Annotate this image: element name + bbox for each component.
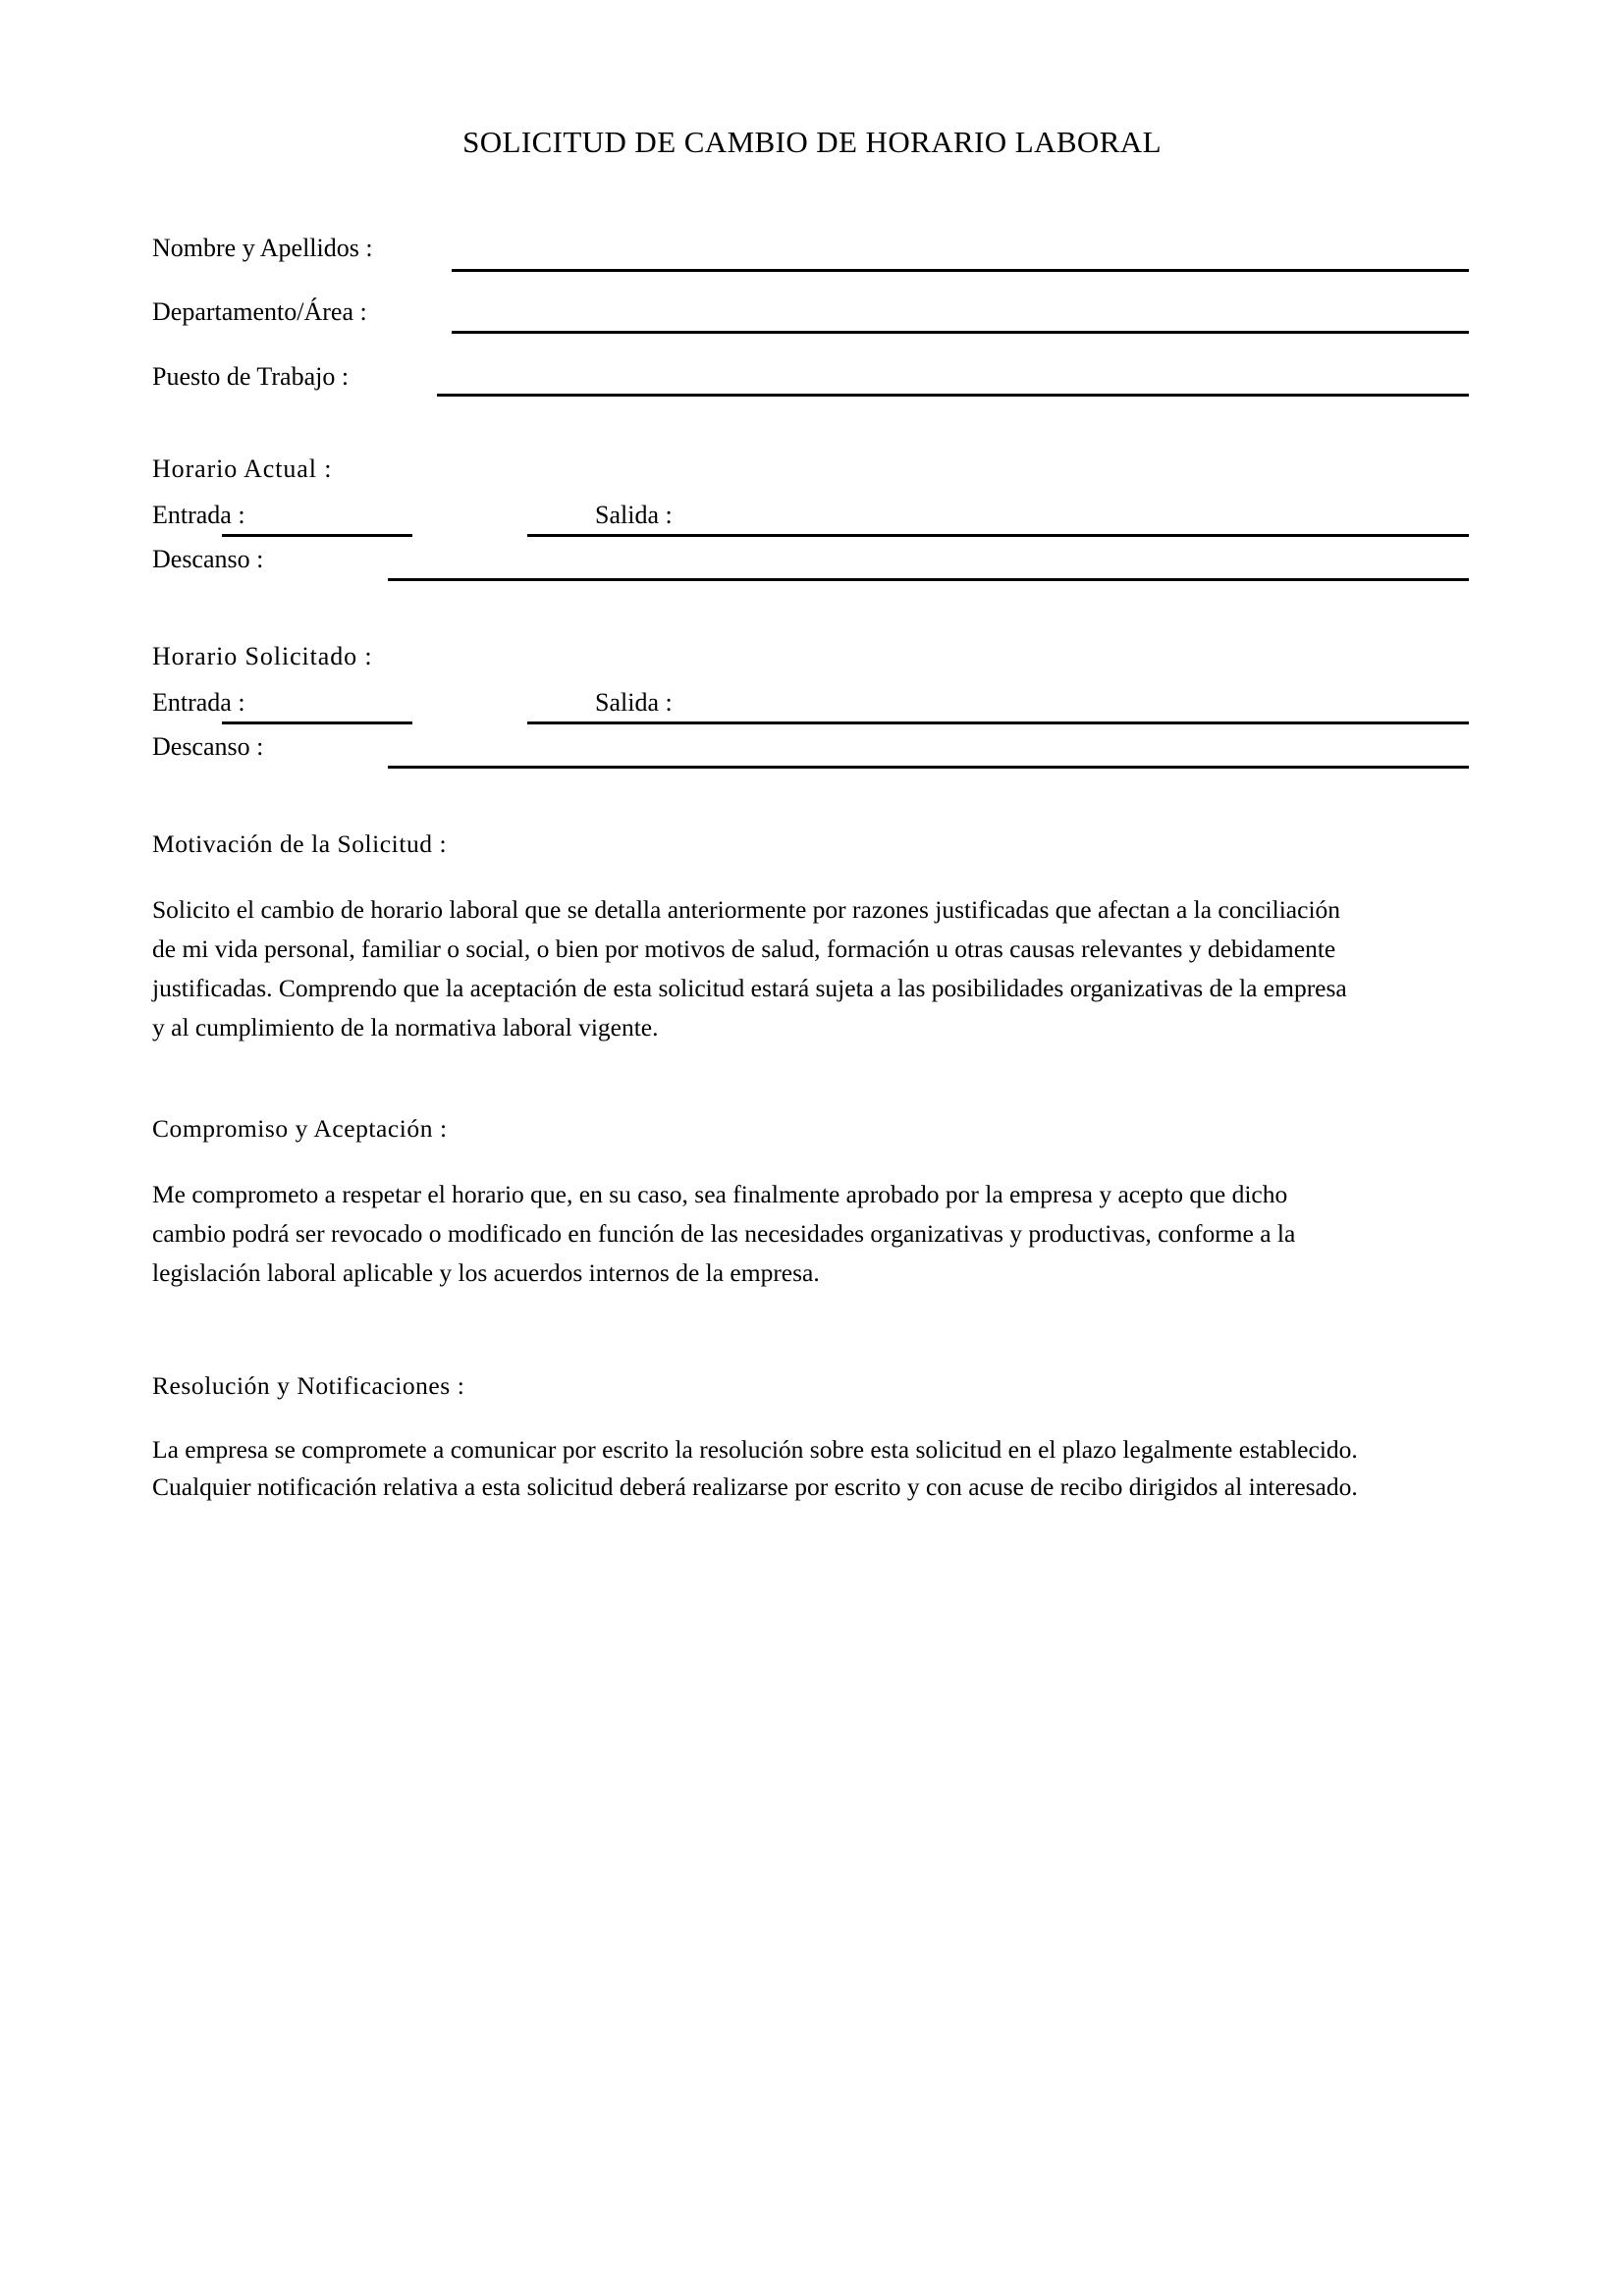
heading-resolucion: Resolución y Notificaciones : (152, 1371, 465, 1400)
label-solicitado-descanso: Descanso : (152, 732, 264, 761)
motivacion-line: Solicito el cambio de horario laboral que se detalla anteriormente por razones justificadas que afectan a la conciliación (152, 895, 1341, 924)
label-puesto-de-trabajo: Puesto de Trabajo : (152, 362, 350, 391)
heading-horario-solicitado: Horario Solicitado : (152, 642, 373, 670)
field-puesto-de-trabajo[interactable] (437, 394, 1469, 397)
resolucion-line: Cualquier notificación relativa a esta solicitud deberá realizarse por escrito y con acuse de recibo dirigidos al interesado. (152, 1472, 1358, 1501)
label-actual-salida: Salida : (595, 501, 673, 529)
heading-horario-actual: Horario Actual : (152, 454, 333, 483)
motivacion-line: de mi vida personal, familiar o social, o bien por motivos de salud, formación u otras causas relevantes y debidamente (152, 934, 1336, 963)
compromiso-line: Me comprometo a respetar el horario que, en su caso, sea finalmente aprobado por la empresa y acepto que dicho (152, 1180, 1288, 1208)
motivacion-line: justificadas. Comprendo que la aceptación de esta solicitud estará sujeta a las posibilidades organizativas de la empresa (152, 974, 1347, 1002)
heading-compromiso: Compromiso y Aceptación : (152, 1114, 448, 1143)
section-resolucion (152, 1367, 1483, 1506)
field-actual-entrada[interactable] (222, 534, 412, 537)
heading-motivacion: Motivación de la Solicitud : (152, 829, 448, 858)
compromiso-line: cambio podrá ser revocado o modificado en función de las necesidades organizativas y productivas, conforme a la (152, 1219, 1296, 1248)
field-actual-descanso[interactable] (388, 578, 1469, 581)
resolucion-line: La empresa se compromete a comunicar por escrito la resolución sobre esta solicitud en el plazo legalmente establecido. (152, 1435, 1358, 1464)
page-title: SOLICITUD DE CAMBIO DE HORARIO LABORAL (462, 125, 1162, 159)
section-motivacion (152, 825, 1473, 1047)
field-solicitado-entrada[interactable] (222, 721, 412, 724)
label-nombre-y-apellidos: Nombre y Apellidos : (152, 234, 373, 262)
label-actual-entrada: Entrada : (152, 501, 245, 529)
field-actual-salida[interactable] (527, 534, 1469, 537)
field-solicitado-salida[interactable] (527, 721, 1469, 724)
section-compromiso (152, 1109, 1473, 1293)
field-nombre-y-apellidos[interactable] (452, 269, 1469, 272)
label-solicitado-salida: Salida : (595, 688, 673, 717)
label-actual-descanso: Descanso : (152, 545, 264, 573)
label-solicitado-entrada: Entrada : (152, 688, 245, 717)
field-solicitado-descanso[interactable] (388, 766, 1469, 769)
motivacion-line: y al cumplimiento de la normativa laboral vigente. (152, 1013, 659, 1041)
field-departamento-area[interactable] (452, 331, 1469, 334)
label-departamento-area: Departamento/Área : (152, 297, 367, 326)
compromiso-line: legislación laboral aplicable y los acuerdos internos de la empresa. (152, 1258, 820, 1287)
